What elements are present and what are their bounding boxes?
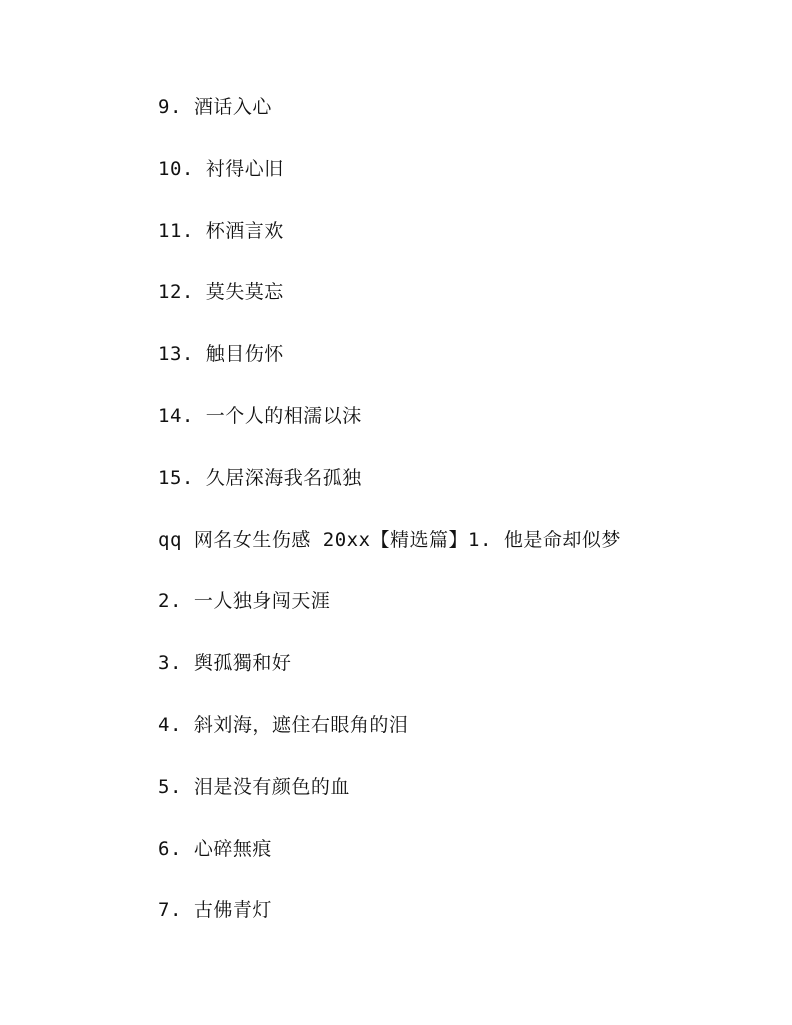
list-item: 7. 古佛青灯: [158, 899, 272, 922]
list-item: 13. 触目伤怀: [158, 343, 284, 366]
list-item: 15. 久居深海我名孤独: [158, 466, 362, 489]
list-item: 10. 衬得心旧: [158, 157, 284, 180]
nickname-list: [158, 92, 758, 957]
list-item: 9. 酒话入心: [158, 96, 272, 118]
list-item: 12. 莫失莫忘: [158, 281, 284, 304]
list-item: 6. 心碎無痕: [158, 837, 272, 860]
list-item: 14. 一个人的相濡以沫: [158, 404, 362, 427]
section-heading-line: qq 网名女生伤感 20xx【精选篇】1. 他是命却似梦: [158, 528, 621, 551]
list-item: 5. 泪是没有颜色的血: [158, 775, 350, 798]
list-item: 4. 斜刘海，遮住右眼角的泪: [158, 713, 409, 736]
list-item: 11. 杯酒言欢: [158, 219, 284, 242]
list-item: 3. 舆孤獨和好: [158, 652, 292, 675]
list-item: 2. 一人独身闯天涯: [158, 590, 331, 613]
